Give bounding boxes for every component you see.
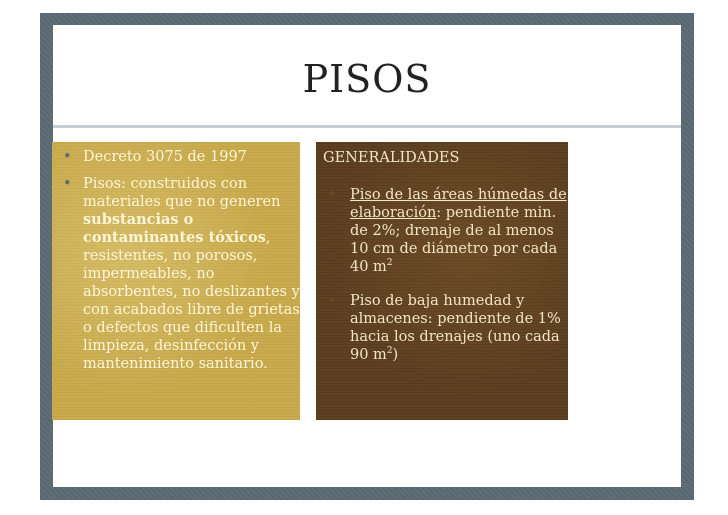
right-bullet-1-superscript: 2 bbox=[386, 258, 393, 269]
slide-title: PISOS bbox=[302, 57, 432, 101]
right-list bbox=[328, 186, 568, 380]
right-heading: GENERALIDADES bbox=[323, 150, 460, 166]
left-content bbox=[61, 148, 307, 382]
right-bullet-2-text: Piso de baja humedad y almacenes: pendiente de 1% hacia los drenajes (uno cada 90 m bbox=[350, 293, 561, 363]
right-bullet-2-end: ) bbox=[392, 347, 399, 363]
right-bullet-1-text: : pendiente min. de 2%; drenaje de al menos 10 cm de diámetro por cada 40 m bbox=[350, 205, 558, 275]
title-area bbox=[53, 25, 681, 128]
left-bullet-1 bbox=[61, 148, 307, 166]
bullet-icon: • bbox=[328, 293, 337, 309]
bullet-icon: • bbox=[63, 149, 72, 165]
left-bullet-2-text-a: Pisos: construidos con materiales que no generen bbox=[83, 176, 281, 210]
right-bullet-2-superscript: 2 bbox=[386, 346, 393, 357]
right-bullet-1-underlined: Piso de las áreas húmedas de elaboración bbox=[350, 187, 567, 221]
bullet-icon: • bbox=[63, 176, 72, 192]
left-bullet-2-text-b: , resistentes, no porosos, impermeables, no absorbentes, no deslizantes y con acabados libre de grietas o defectos que dificulten la limpieza, desinfección y mantenimiento sanitario. bbox=[83, 230, 300, 372]
left-bullet-1-text: Decreto 3075 de 1997 bbox=[83, 149, 247, 165]
left-bullet-2 bbox=[61, 175, 307, 373]
right-bullet-2 bbox=[328, 292, 568, 364]
right-bullet-1 bbox=[328, 186, 568, 276]
left-bullet-2-bold: substancias o contaminantes tóxicos bbox=[83, 211, 266, 246]
bullet-icon: • bbox=[328, 187, 337, 203]
